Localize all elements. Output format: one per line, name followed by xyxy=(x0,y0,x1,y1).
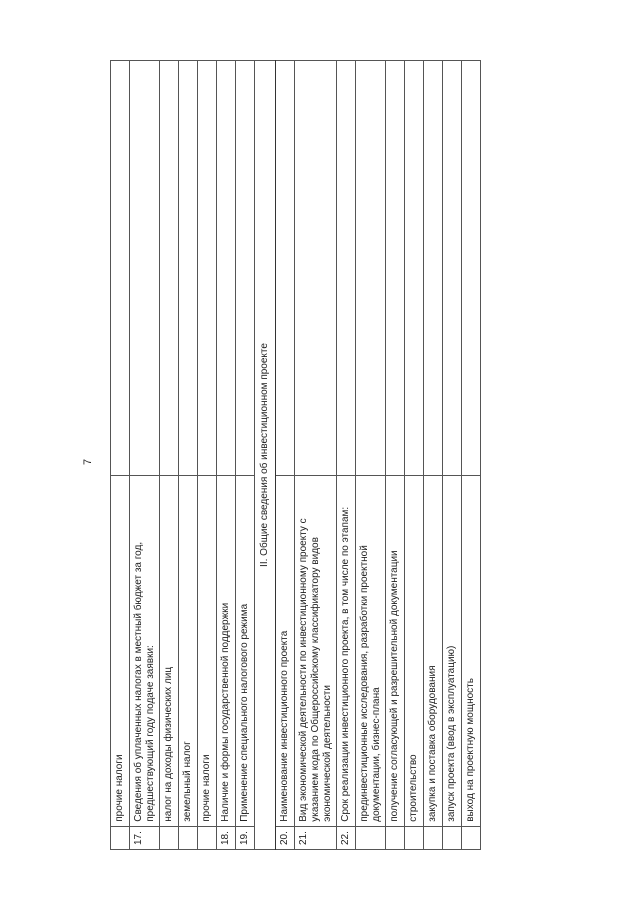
table-row xyxy=(405,61,424,850)
row-number: 19. xyxy=(236,826,255,849)
row-value xyxy=(356,61,386,476)
row-value xyxy=(236,61,255,476)
table-row xyxy=(179,61,198,850)
row-number xyxy=(111,826,130,849)
row-number xyxy=(356,826,386,849)
row-value xyxy=(443,61,462,476)
row-label: прочие налоги xyxy=(198,476,217,826)
row-number xyxy=(405,826,424,849)
row-value xyxy=(130,61,160,476)
row-number xyxy=(462,826,481,849)
row-number: 21. xyxy=(295,826,337,849)
row-label: прединвестиционные исследования, разработки проектной документации, бизнес-плана xyxy=(356,476,386,826)
table-row xyxy=(130,61,160,850)
table-row xyxy=(386,61,405,850)
table-row xyxy=(356,61,386,850)
row-value xyxy=(276,61,295,476)
row-label: Наименование инвестиционного проекта xyxy=(276,476,295,826)
row-value xyxy=(462,61,481,476)
row-value xyxy=(295,61,337,476)
row-number xyxy=(198,826,217,849)
row-label: налог на доходы физических лиц xyxy=(160,476,179,826)
table-row xyxy=(198,61,217,850)
table-row xyxy=(443,61,462,850)
row-value xyxy=(111,61,130,476)
page-number: 7 xyxy=(82,458,94,465)
row-number xyxy=(160,826,179,849)
row-label: получение согласующей и разрешительной документации xyxy=(386,476,405,826)
row-value xyxy=(217,61,236,476)
table-row xyxy=(337,61,356,850)
row-label: Применение специального налогового режима xyxy=(236,476,255,826)
row-label: закупка и поставка оборудования xyxy=(424,476,443,826)
row-label: прочие налоги xyxy=(111,476,130,826)
row-number: 20. xyxy=(276,826,295,849)
row-label: запуск проекта (ввод в эксплуатацию) xyxy=(443,476,462,826)
form-table xyxy=(110,60,481,850)
row-number: 17. xyxy=(130,826,160,849)
row-value xyxy=(179,61,198,476)
row-value xyxy=(198,61,217,476)
table-row xyxy=(111,61,130,850)
row-value xyxy=(337,61,356,476)
row-label: Наличие и формы государственной поддержки xyxy=(217,476,236,826)
table-row xyxy=(424,61,443,850)
row-label: Срок реализации инвестиционного проекта, в том числе по этапам: xyxy=(337,476,356,826)
table-row xyxy=(295,61,337,850)
row-number: 22. xyxy=(337,826,356,849)
table-row xyxy=(462,61,481,850)
row-number xyxy=(443,826,462,849)
row-value xyxy=(424,61,443,476)
row-value xyxy=(405,61,424,476)
row-label: Сведения об уплаченных налогах в местный бюджет за год, предшествующий году подаче заявки: xyxy=(130,476,160,826)
row-label: Вид экономической деятельности по инвестиционному проекту с указанием кода по Общероссийскому классификатору видов экономической деятельности xyxy=(295,476,337,826)
row-number xyxy=(424,826,443,849)
section-title: II. Общие сведения об инвестиционном проекте xyxy=(255,61,276,850)
row-number: 18. xyxy=(217,826,236,849)
row-number xyxy=(179,826,198,849)
row-value xyxy=(386,61,405,476)
table-row xyxy=(276,61,295,850)
row-label: строительство xyxy=(405,476,424,826)
row-number xyxy=(386,826,405,849)
table-row xyxy=(217,61,236,850)
section-header-row xyxy=(255,61,276,850)
row-label: земельный налог xyxy=(179,476,198,826)
table-row xyxy=(236,61,255,850)
table-row xyxy=(160,61,179,850)
row-value xyxy=(160,61,179,476)
row-label: выход на проектную мощность xyxy=(462,476,481,826)
